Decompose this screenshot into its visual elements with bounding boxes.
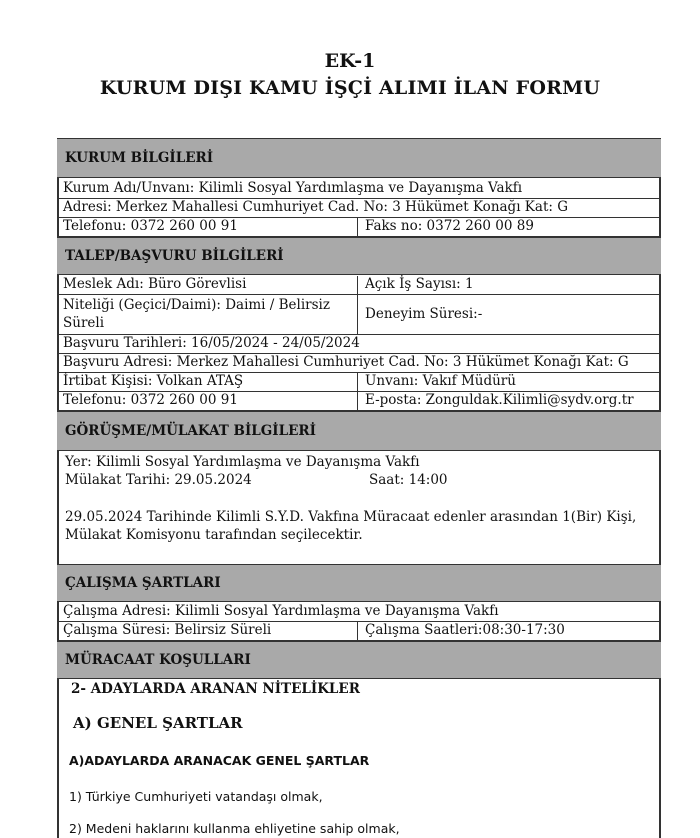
section-muracaat [57, 641, 661, 679]
section-talep [57, 237, 661, 275]
aranacak-sartlar: A)ADAYLARDA ARANACAK GENEL ŞARTLAR [69, 753, 370, 768]
basvuru-adresi: Başvuru Adresi: Merkez Mahallesi Cumhuriyet Cad. No: 3 Hükümet Konağı Kat: G [63, 354, 629, 370]
kurum-adres: Adresi: Merkez Mahallesi Cumhuriyet Cad. No: 3 Hükümet Konağı Kat: G [63, 199, 568, 215]
genel-sartlar-heading [57, 715, 661, 737]
kurum-faks: Faks no: 0372 260 00 89 [365, 218, 534, 234]
section-kurum-title: KURUM BİLGİLERİ [65, 149, 214, 166]
divider [357, 295, 358, 335]
niteligi-line1: Niteliği (Geçici/Daimi): Daimi / Belirsiz [63, 297, 330, 313]
madde-1: 1) Türkiye Cumhuriyeti vatandaşı olmak, [69, 789, 323, 804]
acik-is-sayisi: Açık İş Sayısı: 1 [365, 276, 474, 292]
section-calisma-title: ÇALIŞMA ŞARTLARI [65, 574, 221, 591]
gorusme-aciklama-2: Mülakat Komisyonu tarafından seçilecektir. [65, 527, 363, 543]
irtibat-kisisi: İrtibat Kişisi: Volkan ATAŞ [63, 373, 244, 389]
aranacak-sartlar-heading [57, 752, 661, 770]
talep-tarih-row [57, 335, 661, 354]
talep-irtibat-row [57, 373, 661, 392]
divider [357, 392, 358, 411]
mulakat-saat: Saat: 14:00 [369, 472, 448, 488]
madde-2-row [57, 820, 661, 836]
unvani: Unvanı: Vakıf Müdürü [365, 373, 516, 389]
gorusme-yer: Yer: Kilimli Sosyal Yardımlaşma ve Dayanışma Vakfı [65, 454, 420, 470]
meslek-adi: Meslek Adı: Büro Görevlisi [63, 276, 247, 292]
aranan-nitelikler: 2- ADAYLARDA ARANAN NİTELİKLER [71, 681, 360, 697]
section-gorusme [57, 411, 661, 451]
calisma-adres-row [57, 603, 661, 622]
gorusme-aciklama-1: 29.05.2024 Tarihinde Kilimli S.Y.D. Vakfına Müracaat edenler arasından 1(Bir) Kişi, [65, 509, 637, 525]
eposta: E-posta: Zonguldak.Kilimli@sydv.org.tr [365, 392, 634, 408]
form-code: EK-1 [324, 50, 376, 72]
kurum-telefon: Telefonu: 0372 260 00 91 [63, 218, 238, 234]
talep-telefon-row [57, 392, 661, 411]
kurum-adi: Kurum Adı/Unvanı: Kilimli Sosyal Yardımlaşma ve Dayanışma Vakfı [63, 180, 523, 196]
kurum-adres-row [57, 199, 661, 218]
calisma-saatleri: Çalışma Saatleri:08:30-17:30 [365, 622, 565, 638]
divider [357, 622, 358, 641]
basvuru-tarihleri: Başvuru Tarihleri: 16/05/2024 - 24/05/2024 [63, 335, 360, 351]
kurum-telefon-row [57, 218, 661, 237]
madde-1-row [57, 788, 661, 806]
talep-adres-row [57, 354, 661, 373]
talep-meslek-row [57, 276, 661, 295]
calisma-suresi: Çalışma Süresi: Belirsiz Süreli [63, 622, 272, 638]
calisma-adresi: Çalışma Adresi: Kilimli Sosyal Yardımlaşma ve Dayanışma Vakfı [63, 603, 499, 619]
deneyim-suresi: Deneyim Süresi:- [365, 306, 483, 322]
calisma-sure-row [57, 622, 661, 641]
gorusme-body [57, 454, 661, 564]
section-gorusme-title: GÖRÜŞME/MÜLAKAT BİLGİLERİ [65, 422, 316, 439]
section-talep-title: TALEP/BAŞVURU BİLGİLERİ [65, 247, 284, 264]
section-calisma [57, 564, 661, 602]
form-title: KURUM DIŞI KAMU İŞÇİ ALIMI İLAN FORMU [99, 77, 601, 99]
talep-nitelik-row [57, 295, 661, 335]
aranan-nitelikler-heading [57, 681, 661, 701]
niteligi-line2: Süreli [63, 315, 105, 331]
section-muracaat-title: MÜRACAAT KOŞULLARI [65, 651, 251, 668]
section-kurum [57, 138, 661, 178]
divider [357, 218, 358, 237]
divider [357, 276, 358, 295]
genel-sartlar: A) GENEL ŞARTLAR [73, 714, 243, 732]
kurum-adi-row [57, 180, 661, 199]
mulakat-tarihi: Mülakat Tarihi: 29.05.2024 [65, 472, 252, 488]
divider [357, 373, 358, 392]
madde-2: 2) Medeni haklarını kullanma ehliyetine sahip olmak, [69, 821, 400, 836]
talep-telefon: Telefonu: 0372 260 00 91 [63, 392, 238, 408]
